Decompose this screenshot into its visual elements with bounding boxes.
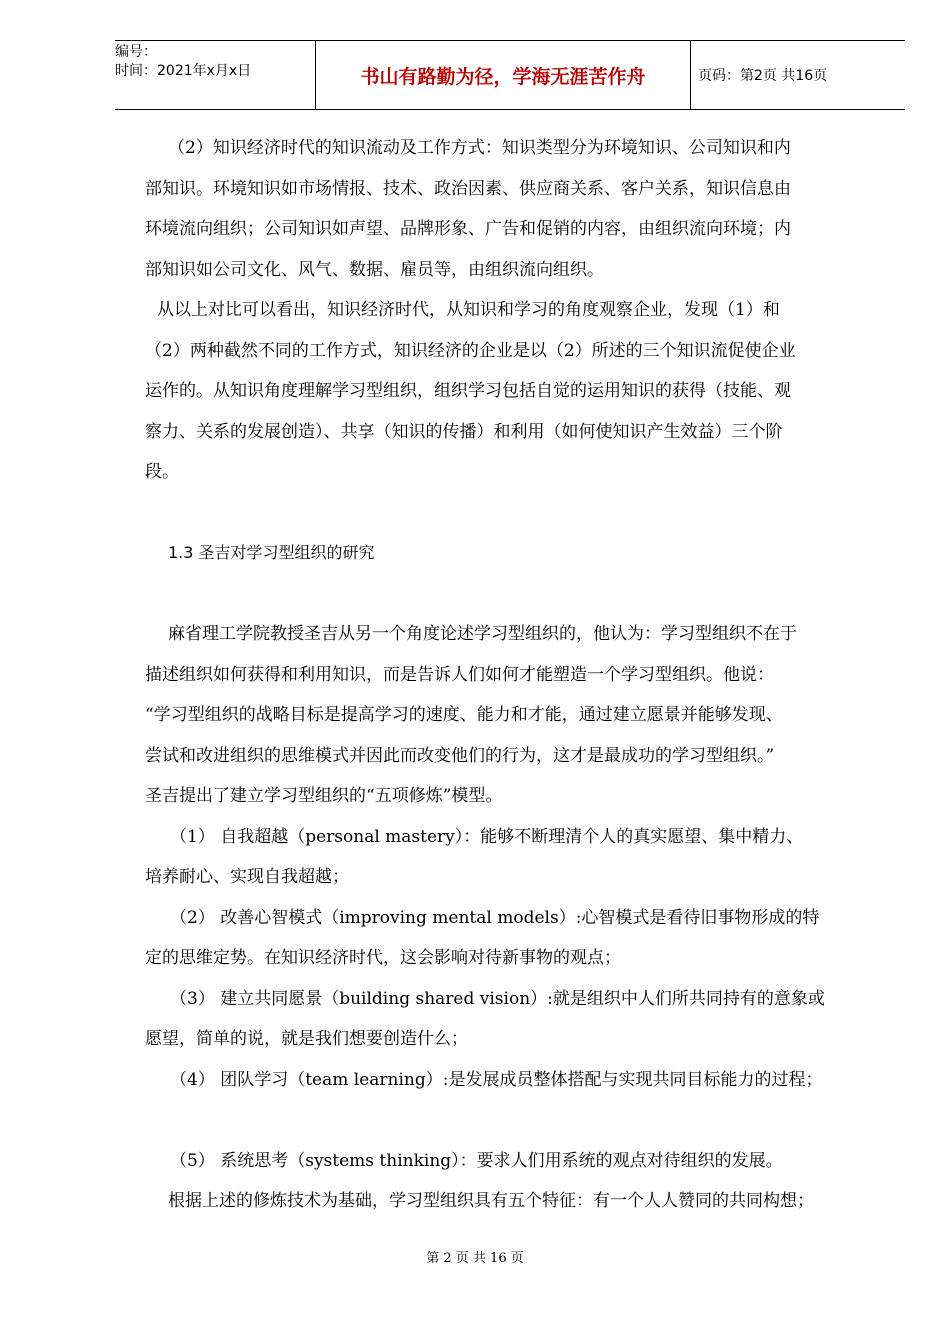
paragraph-comparison: [145, 290, 885, 493]
text-line: 察力、关系的发展创造）、共享（知识的传播）和利用（如何使知识产生效益）三个阶: [145, 421, 783, 442]
header-meta: [115, 41, 315, 109]
header-page-info: 页码：第2页 共16页: [698, 68, 828, 84]
text-line: 麻省理工学院教授圣吉从另一个角度论述学习型组织的，他认为：学习型组织不在于: [168, 624, 797, 644]
document-time-label: 时间：2021年x月x日: [115, 63, 252, 79]
text-line: 从以上对比可以看出，知识经济时代，从知识和学习的角度观察企业，发现（1）和: [157, 300, 780, 320]
document-number-label: 编号：: [115, 44, 157, 60]
list-item: （2） 改善心智模式（improving mental models）:心智模式是看待旧事物形成的特: [170, 907, 820, 928]
five-disciplines-list: [145, 817, 885, 1182]
text-line: 段。: [145, 462, 179, 482]
text-line: 环境流向组织；公司知识如声望、品牌形象、广告和促销的内容，由组织流向环境；内: [145, 219, 791, 239]
list-item: （5） 系统思考（systems thinking）：要求人们用系统的观点对待组织的发展。: [170, 1150, 783, 1171]
section-heading: 1.3 圣吉对学习型组织的研究: [168, 543, 375, 562]
list-item-continuation: 愿望，简单的说，就是我们想要创造什么；: [145, 1029, 468, 1049]
text-line: 运作的。从知识角度理解学习型组织，组织学习包括自觉的运用知识的获得（技能、观: [145, 381, 791, 401]
page-header: [115, 40, 905, 110]
text-line: （2）两种截然不同的工作方式，知识经济的企业是以（2）所述的三个知识流促使企业: [145, 340, 796, 361]
paragraph-senge: [145, 614, 885, 817]
text-line: 部知识如公司文化、风气、数据、雇员等，由组织流向组织。: [145, 259, 604, 280]
text-line: 部知识。环境知识如市场情报、技术、政治因素、供应商关系、客户关系，知识信息由: [145, 178, 791, 199]
list-item: （3） 建立共同愿景（building shared vision）:就是组织中人们所共同持有的意象或: [170, 988, 825, 1009]
text-line: “学习型组织的战略目标是提高学习的速度、能力和才能，通过建立愿景并能够发现、: [145, 705, 783, 725]
list-item: （1） 自我超越（personal mastery）：能够不断理清个人的真实愿望、集中精力、: [170, 826, 804, 847]
list-item-continuation: 培养耐心、实现自我超越；: [145, 867, 349, 887]
list-item: （4） 团队学习（team learning）:是发展成员整体搭配与实现共同目标能力的过程；: [170, 1069, 823, 1090]
paragraph-knowledge-flow: [145, 128, 885, 290]
text-line: 描述组织如何获得和利用知识，而是告诉人们如何才能塑造一个学习型组织。他说：: [145, 664, 774, 685]
text-line: （2）知识经济时代的知识流动及工作方式：知识类型分为环境知识、公司知识和内: [168, 138, 791, 158]
text-line: 尝试和改进组织的思维模式并因此而改变他们的行为，这才是最成功的学习型组织。”: [145, 745, 775, 766]
text-line: 圣吉提出了建立学习型组织的“五项修炼”模型。: [145, 786, 503, 806]
header-motto: 书山有路勤为径，学海无涯苦作舟: [315, 41, 691, 109]
page-footer: 第 2 页 共 16 页: [426, 1251, 524, 1266]
list-item-continuation: 定的思维定势。在知识经济时代，这会影响对待新事物的观点；: [145, 948, 621, 968]
document-body: [145, 128, 885, 1222]
paragraph-features: 根据上述的修炼技术为基础，学习型组织具有五个特征：有一个人人赞同的共同构想；: [168, 1191, 814, 1211]
